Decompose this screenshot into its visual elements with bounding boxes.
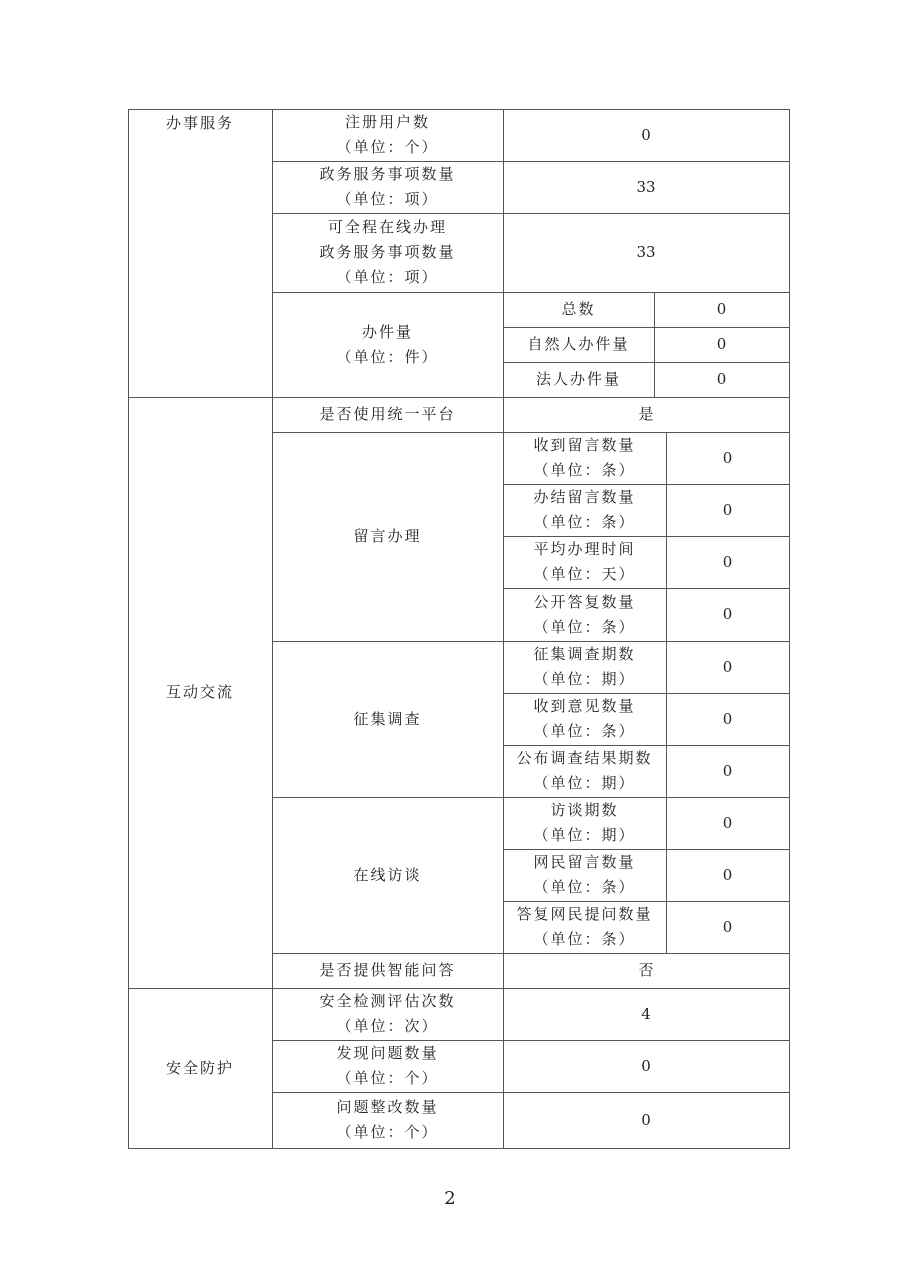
sub-item-label-text: 公开答复数量 [533, 592, 636, 611]
sub-item-value-text: 0 [722, 448, 733, 467]
sub-item-label-text: （单位：条） [533, 722, 636, 740]
sub-item-label [503, 292, 654, 327]
row-item-label [272, 432, 503, 641]
sub-item-label-text: 征集调查期数 [533, 645, 636, 663]
sub-item-label [503, 588, 666, 641]
section-label-text: 办事服务 [165, 114, 234, 132]
sub-item-value [654, 327, 789, 362]
row-item-label-text: 是否提供智能问答 [319, 961, 456, 979]
sub-item-label [503, 901, 666, 953]
row-item-label [272, 1092, 503, 1148]
row-item-value-text: 0 [641, 1110, 651, 1129]
sub-item-label-text: （单位：期） [533, 670, 636, 688]
sub-item-label-text: 自然人办件量 [527, 335, 630, 353]
sub-item-label-text: （单位：条） [533, 878, 636, 896]
row-item-label-text: 办件量 [361, 322, 413, 341]
row-item-value [503, 213, 789, 292]
sub-item-value [666, 536, 789, 588]
sub-item-label-text: （单位：条） [533, 617, 636, 636]
sub-item-value-text: 0 [722, 605, 733, 623]
row-item-label-text: （单位：项） [336, 268, 439, 286]
sub-item-value-text: 0 [722, 709, 733, 728]
row-item-value [503, 109, 789, 161]
sub-item-label-text: 网民留言数量 [533, 853, 636, 871]
sub-item-label-text: （单位：期） [533, 826, 636, 844]
sub-item-label [503, 641, 666, 693]
sub-item-label-text: 答复网民提问数量 [516, 905, 653, 923]
sub-item-label-text: （单位：天） [533, 565, 636, 583]
sub-item-label [503, 484, 666, 536]
sub-item-label-text: 收到意见数量 [533, 697, 636, 715]
row-item-label-text: 发现问题数量 [336, 1044, 439, 1062]
sub-item-label [503, 432, 666, 484]
sub-item-label [503, 362, 654, 397]
row-item-value [503, 161, 789, 213]
sub-item-value-text: 0 [722, 761, 733, 780]
sub-item-value [666, 745, 789, 797]
sub-item-value-text: 0 [722, 500, 733, 519]
sub-item-label-text: 收到留言数量 [533, 436, 636, 454]
row-item-value-text: 4 [641, 1004, 651, 1023]
row-item-label [272, 953, 503, 988]
row-item-label-text: 政务服务事项数量 [319, 243, 456, 261]
row-item-value-text: 是 [638, 405, 654, 423]
row-item-label [272, 161, 503, 213]
row-item-value [503, 1040, 789, 1092]
row-item-label-text: 征集调查 [353, 709, 422, 728]
sub-item-value [666, 484, 789, 536]
sub-item-label-text: 法人办件量 [535, 370, 621, 388]
row-item-value-text: 33 [636, 243, 656, 261]
section-label [128, 988, 272, 1148]
row-item-label [272, 988, 503, 1040]
row-item-label-text: （单位：件） [336, 347, 439, 366]
sub-item-label [503, 849, 666, 901]
row-item-label-text: 是否使用统一平台 [319, 405, 456, 423]
row-item-value-text: 0 [641, 1056, 651, 1075]
row-item-value [503, 988, 789, 1040]
sub-item-label [503, 745, 666, 797]
sub-item-label-text: 平均办理时间 [533, 540, 636, 558]
table-border [789, 109, 790, 1149]
row-item-label-text: 安全检测评估次数 [319, 992, 456, 1010]
sub-item-value-text: 0 [716, 300, 727, 318]
sub-item-value [666, 588, 789, 641]
section-label-text: 互动交流 [165, 683, 234, 701]
table-border [272, 1148, 790, 1149]
row-item-label-text: 可全程在线办理 [327, 218, 447, 236]
row-item-value-text: 33 [636, 177, 656, 196]
sub-item-label-text: 办结留言数量 [533, 488, 636, 506]
sub-item-label-text: （单位：条） [533, 513, 636, 531]
sub-item-value [666, 432, 789, 484]
row-item-label-text: （单位：次） [336, 1017, 439, 1035]
row-item-label-text: （单位：个） [336, 1069, 439, 1087]
row-item-label-text: 在线访谈 [353, 865, 422, 884]
sub-item-label [503, 693, 666, 745]
sub-item-label-text: （单位：期） [533, 774, 636, 792]
row-item-label [272, 641, 503, 797]
row-item-label [272, 292, 503, 397]
row-item-label-text: 问题整改数量 [336, 1098, 439, 1116]
row-item-label-text: （单位：项） [336, 190, 439, 208]
row-item-label-text: （单位：个） [336, 1123, 439, 1141]
section-label [128, 397, 272, 988]
row-item-label-text: 政务服务事项数量 [319, 165, 456, 183]
page-number: 2 [444, 1188, 456, 1209]
sub-item-value-text: 0 [722, 865, 733, 884]
row-item-value-text: 0 [641, 125, 651, 144]
row-item-value [503, 397, 789, 432]
row-item-label [272, 109, 503, 161]
row-item-value-text: 否 [638, 961, 654, 979]
sub-item-value [666, 901, 789, 953]
sub-item-value [666, 641, 789, 693]
sub-item-label-text: （单位：条） [533, 461, 636, 479]
sub-item-value [654, 362, 789, 397]
sub-item-value-text: 0 [722, 917, 733, 936]
sub-item-value-text: 0 [722, 552, 733, 571]
sub-item-value [666, 849, 789, 901]
sub-item-value-text: 0 [722, 657, 733, 676]
row-item-label-text: （单位：个） [336, 138, 439, 156]
sub-item-label-text: 公布调查结果期数 [516, 749, 653, 767]
row-item-label-text: 留言办理 [353, 527, 422, 545]
sub-item-label-text: （单位：条） [533, 930, 636, 948]
section-label [128, 109, 272, 399]
sub-item-value-text: 0 [716, 335, 727, 353]
row-item-label-text: 注册用户数 [344, 113, 430, 131]
sub-item-label [503, 327, 654, 362]
row-item-value [503, 953, 789, 988]
row-item-label [272, 797, 503, 953]
row-item-label [272, 1040, 503, 1092]
sub-item-label [503, 536, 666, 588]
row-item-label [272, 397, 503, 432]
sub-item-value [666, 693, 789, 745]
sub-item-label-text: 总数 [561, 300, 596, 318]
sub-item-label-text: 访谈期数 [550, 801, 619, 819]
sub-item-value [666, 797, 789, 849]
row-item-label [272, 213, 503, 292]
sub-item-value [654, 292, 789, 327]
sub-item-value-text: 0 [716, 370, 727, 388]
section-label-text: 安全防护 [165, 1058, 234, 1077]
row-item-value [503, 1092, 789, 1148]
sub-item-label [503, 797, 666, 849]
sub-item-value-text: 0 [722, 813, 733, 832]
